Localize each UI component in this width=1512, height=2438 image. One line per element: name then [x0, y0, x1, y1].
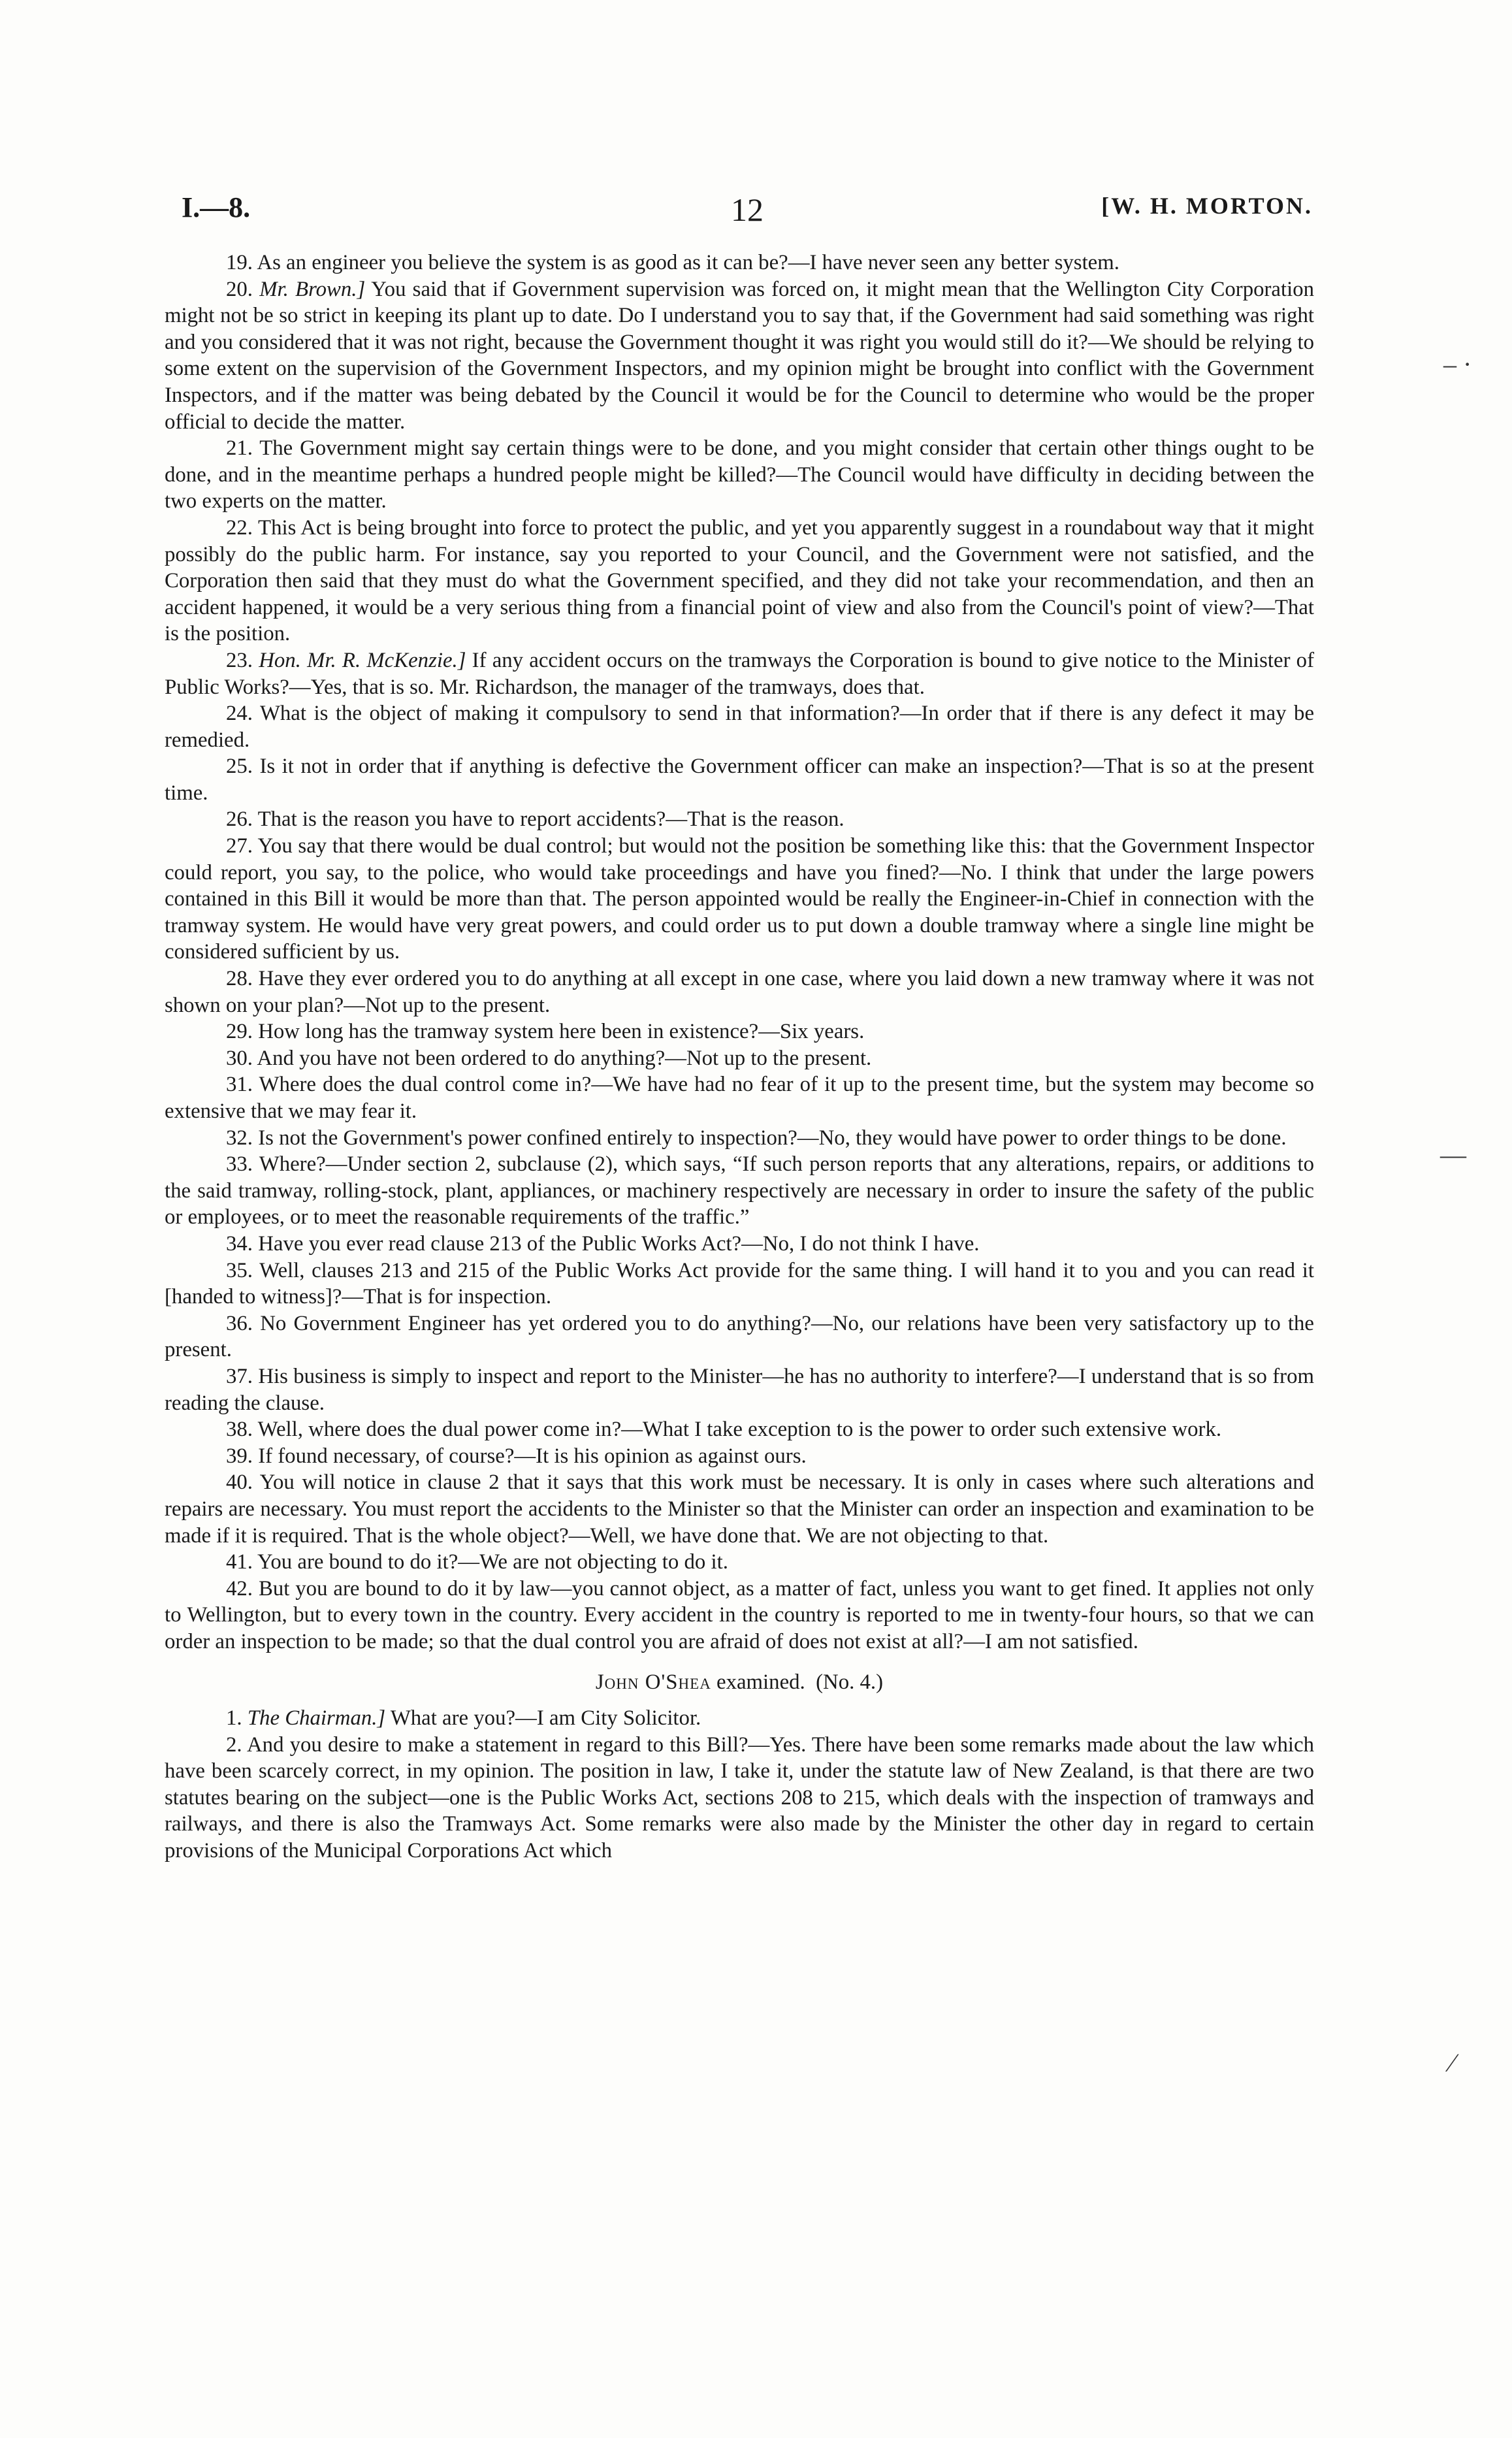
question-number: 36.	[226, 1311, 253, 1335]
question-text: The Government might say certain things were to be done, and you might consider that certain other things ought to be done, and in the meantime perhaps a hundred people might be killed?—The Council would have difficulty in deciding between the two experts on the matter.	[165, 436, 1315, 513]
question-text: That is the reason you have to report accidents?—That is the reason.	[257, 807, 844, 832]
question-text: Is it not in order that if anything is defective the Government officer can make an inspection?—That is so at the present time.	[165, 755, 1314, 805]
testimony-morton	[165, 250, 1314, 1655]
margin-mark: —	[1440, 1140, 1466, 1169]
question-text: As an engineer you believe the system is as good as it can be?—I have never seen any better system.	[257, 251, 1119, 274]
question-text: Where?—Under section 2, subclause (2), which says, “If such person reports that any alterations, repairs, or additions to the said tramway, rolling-stock, plant, appliances, or machinery respectively are necessary in order to insure the safety of the public or employees, or to meet the reasonable requirements of the traffic.”	[165, 1152, 1315, 1229]
question-number: 41.	[226, 1550, 253, 1574]
question-text: Have you ever read clause 213 of the Public Works Act?—No, I do not think I have.	[258, 1231, 980, 1256]
question-text: And you desire to make a statement in regard to this Bill?—Yes. There have been some remarks made about the law which have been scarcely correct, in my opinion. The position in law, I take it, under the statute law of New Zealand, is that there are two statutes bearing on the subject—one is the Public Works Act, sections 208 to 215, which deals with the inspection of tramways and railways, and there is also the Tramways Act. Some remarks were also made by the Minister the other day in regard to certain provisions of the Municipal Corporations Act which	[165, 1732, 1314, 1863]
question-answer	[165, 1469, 1314, 1549]
question-text: Where does the dual control come in?—We have had no fear of it up to the present time, but the system may become so extensive that we may fear it.	[165, 1073, 1314, 1123]
speaker-label: Mr. Brown.]	[259, 277, 366, 301]
question-answer	[165, 1416, 1314, 1443]
question-answer	[165, 1018, 1314, 1045]
question-number: 33.	[226, 1152, 253, 1177]
question-number: 19.	[226, 251, 253, 274]
witness-name: [W. H. MORTON.	[1101, 193, 1313, 219]
question-number: 38.	[226, 1418, 253, 1442]
question-answer	[165, 1231, 1314, 1258]
examined-label: examined.	[716, 1670, 805, 1695]
question-text: You said that if Government supervision was forced on, it might mean that the Wellington City Corporation might not be so strict in keeping its plant up to date. Do I understand you to say that, if the Government had said something was right and you considered that it was not right, because the Government thought it was right you would still do it?—We should be relying to some extent on the supervision of the Government Inspectors, and my opinion might be brought into conflict with the Government Inspectors, and if the matter was being debated by the Council it would be for the Council to determine who would be the proper official to decide the matter.	[165, 277, 1315, 434]
question-answer	[165, 833, 1314, 966]
question-answer	[165, 250, 1314, 276]
question-number: 22.	[226, 515, 253, 540]
question-text: What are you?—I am City Solicitor.	[390, 1706, 701, 1731]
question-text: If any accident occurs on the tramways the Corporation is bound to give notice to the Minister of Public Works?—Yes, that is so. Mr. Richardson, the manager of the tramways, does that.	[165, 648, 1315, 699]
speaker-label: The Chairman.]	[247, 1706, 386, 1731]
question-text: No Government Engineer has yet ordered you to do anything?—No, our relations have been very satisfactory up to the present.	[165, 1311, 1314, 1362]
question-text: Well, where does the dual power come in?—What I take exception to is the power to order such extensive work.	[257, 1418, 1222, 1442]
question-number: 32.	[226, 1126, 253, 1150]
question-answer	[165, 1576, 1314, 1655]
question-answer	[165, 647, 1314, 700]
question-answer	[165, 1071, 1314, 1124]
question-answer	[165, 1363, 1314, 1416]
speaker-label: Hon. Mr. R. McKenzie.]	[259, 648, 466, 672]
question-text: You say that there would be dual control; but would not the position be something like this: that the Government Inspector could report, you say, to the police, who would take proceedings and have you fined?—No. I think that under the large powers contained in this Bill it would be more than that. The person appointed would be really the Engineer-in-Chief in connection with the tramway system. He would have very great powers, and could order us to put down a double tramway where a single line might be considered sufficient by us.	[165, 834, 1314, 964]
body-text	[165, 250, 1314, 1864]
question-answer	[165, 515, 1314, 647]
question-number: 2.	[226, 1732, 242, 1757]
question-number: 28.	[226, 967, 253, 991]
question-answer	[165, 435, 1314, 515]
question-number: 35.	[226, 1258, 253, 1282]
question-number: 24.	[226, 702, 253, 726]
question-answer	[165, 1310, 1314, 1363]
question-number: 37.	[226, 1364, 253, 1388]
question-text: You are bound to do it?—We are not objecting to do it.	[257, 1550, 728, 1574]
question-text: His business is simply to inspect and report to the Minister—he has no authority to interfere?—I understand that is so from reading the clause.	[165, 1364, 1315, 1415]
question-number: 34.	[226, 1231, 253, 1256]
question-number: 30.	[226, 1046, 253, 1070]
paper-reference: I.—8.	[182, 191, 251, 223]
question-text: And you have not been ordered to do anything?—Not up to the present.	[257, 1046, 872, 1070]
question-answer	[165, 700, 1314, 753]
question-answer	[165, 1443, 1314, 1470]
question-number: 21.	[226, 436, 253, 461]
question-number: 26.	[226, 807, 253, 832]
question-number: 31.	[226, 1073, 253, 1097]
question-text: Well, clauses 213 and 215 of the Public Works Act provide for the same thing. I will hand it to you and you can read it [handed to witness]?—That is for inspection.	[165, 1258, 1314, 1309]
question-number: 29.	[226, 1020, 253, 1044]
question-number: 25.	[226, 755, 253, 779]
question-text: But you are bound to do it by law—you cannot object, as a matter of fact, unless you want to get fined. It applies not only to Wellington, but to every town in the country. Every accident in the country is reported to me in twenty-four hours, so that we can order an inspection to be made; so that the dual control you are afraid of does not exist at all?—I am not satisfied.	[165, 1576, 1315, 1653]
question-text: Have they ever ordered you to do anything at all except in one case, where you laid down a new tramway where it was not shown on your plan?—Not up to the present.	[165, 967, 1314, 1017]
question-answer	[165, 1258, 1314, 1310]
question-number: 42.	[226, 1576, 253, 1601]
page-header	[182, 191, 1313, 230]
question-number: 40.	[226, 1471, 253, 1495]
question-answer	[165, 1045, 1314, 1072]
question-number: 39.	[226, 1444, 253, 1468]
question-text: This Act is being brought into force to protect the public, and yet you apparently suggest in a roundabout way that it might possibly do the public harm. For instance, say you reported to your Council, and the Government were not satisfied, and the Corporation then said that they must do what the Government specified, and they did not take your recommendation, and then an accident happened, it would be a very serious thing from a financial point of view and also from the Council's point of view?—That is the position.	[165, 515, 1314, 646]
question-text: You will notice in clause 2 that it says that this work must be necessary. It is only in cases where such alterations and repairs are necessary. You must report the accidents to the Minister so that the Minister can order an inspection and examination to be made if it is required. That is the whole object?—Well, we have done that. We are not objecting to that.	[165, 1471, 1315, 1548]
question-number: 27.	[226, 834, 253, 858]
question-number: 1.	[226, 1706, 242, 1731]
margin-mark: ⁄	[1450, 2048, 1455, 2077]
question-answer	[165, 966, 1314, 1018]
question-text: Is not the Government's power confined entirely to inspection?—No, they would have power to order things to be done.	[258, 1126, 1287, 1150]
question-text: How long has the tramway system here been in existence?—Six years.	[258, 1020, 865, 1044]
page-number: 12	[731, 191, 764, 228]
question-number: 23.	[226, 648, 253, 672]
question-answer	[165, 1151, 1314, 1231]
question-answer	[165, 753, 1314, 806]
question-answer	[165, 1705, 1314, 1732]
testimony-oshea	[165, 1705, 1314, 1864]
question-text: If found necessary, of course?—It is his opinion as against ours.	[258, 1444, 807, 1468]
question-text: What is the object of making it compulsory to send in that information?—In order that if there is any defect it may be remedied.	[165, 702, 1314, 752]
section-heading	[165, 1669, 1314, 1696]
question-answer	[165, 1732, 1314, 1864]
question-answer	[165, 1549, 1314, 1576]
examinee-number: (No. 4.)	[816, 1670, 884, 1695]
question-answer	[165, 276, 1314, 436]
question-number: 20.	[226, 277, 253, 301]
examinee-name: John O'Shea	[595, 1670, 711, 1695]
margin-mark: – ·	[1443, 349, 1472, 379]
question-answer	[165, 806, 1314, 833]
question-answer	[165, 1125, 1314, 1152]
